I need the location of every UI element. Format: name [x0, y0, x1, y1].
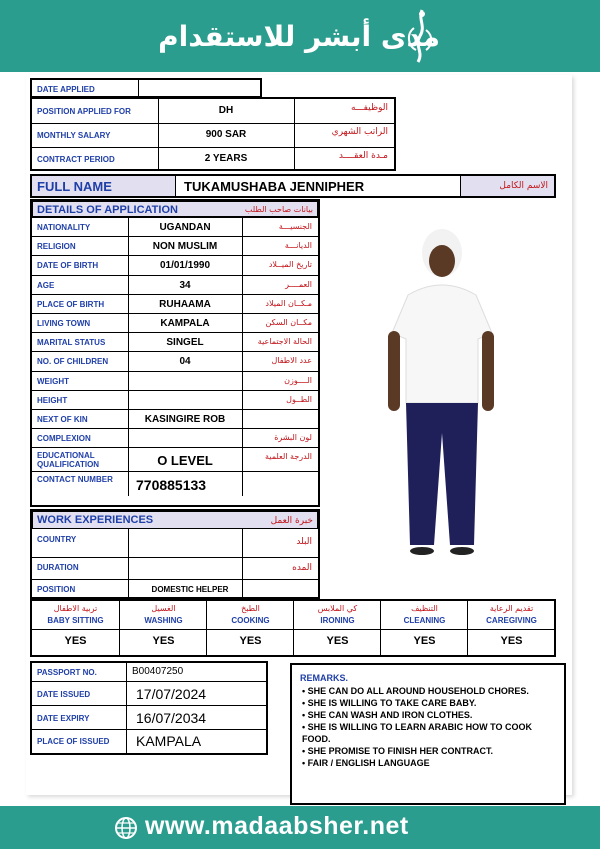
- detail-label: MARITAL STATUS: [37, 338, 106, 348]
- detail-value: 01/01/1990: [159, 260, 211, 272]
- detail-label-ar: تاريخ الميــلاد: [268, 260, 312, 270]
- application-form: [26, 75, 572, 795]
- work-box: [30, 509, 320, 599]
- detail-value: KASINGIRE ROB: [144, 414, 226, 425]
- detail-value: 34: [179, 279, 191, 291]
- passport-box: [30, 661, 268, 755]
- detail-row: [32, 332, 318, 351]
- date-applied-label: DATE APPLIED: [37, 85, 95, 94]
- details-header: [32, 201, 318, 217]
- detail-row: [32, 447, 318, 471]
- full-name-label-ar: الاسم الكامل: [499, 181, 548, 191]
- remark-item: • FAIR / ENGLISH LANGUAGE: [302, 757, 558, 769]
- position-label: POSITION APPLIED FOR: [37, 107, 131, 116]
- duration-label: DURATION: [37, 563, 79, 572]
- globe-icon: [114, 816, 138, 840]
- skill-value: YES: [64, 635, 87, 647]
- detail-value: O LEVEL: [157, 453, 213, 469]
- work-title-ar: خبرة العمل: [270, 516, 313, 526]
- detail-label: EDUCATIONAL QUALIFICATION: [37, 451, 100, 470]
- detail-row: [32, 255, 318, 274]
- skill-label: COOKING: [231, 616, 270, 625]
- detail-value: SINGEL: [166, 337, 204, 349]
- skill-value: YES: [326, 635, 349, 647]
- detail-row: [32, 390, 318, 409]
- detail-label: LIVING TOWN: [37, 319, 91, 328]
- detail-row: [32, 294, 318, 313]
- detail-value: UGANDAN: [159, 222, 211, 233]
- detail-value: RUHAAMA: [159, 298, 211, 310]
- skill-label: CLEANING: [403, 616, 446, 625]
- detail-row: [32, 217, 318, 236]
- detail-label-ar: الجنسيـــة: [278, 222, 312, 231]
- skill-cell: [467, 601, 554, 655]
- detail-label-ar: عدد الاطفال: [271, 356, 312, 366]
- detail-label: DATE OF BIRTH: [37, 261, 99, 271]
- skill-value: YES: [239, 635, 262, 647]
- detail-label-ar: الطــول: [286, 394, 312, 404]
- detail-label-ar: مكــان السكن: [265, 318, 312, 327]
- detail-label-ar: لون البشرة: [274, 433, 312, 443]
- contract-label: CONTRACT PERIOD: [37, 155, 115, 164]
- remark-item: • SHE CAN WASH AND IRON CLOTHES.: [302, 709, 558, 721]
- detail-label-ar: الــــوزن: [284, 375, 312, 385]
- full-name-label: FULL NAME: [37, 179, 112, 194]
- skill-cell: [293, 601, 380, 655]
- date-issued-label: DATE ISSUED: [37, 690, 91, 699]
- detail-row: [32, 275, 318, 294]
- details-title-ar: بيانات صاحب الطلب: [244, 205, 313, 214]
- detail-label: CONTACT NUMBER: [37, 475, 113, 485]
- detail-row: [32, 471, 318, 495]
- detail-label: COMPLEXION: [37, 434, 91, 444]
- detail-label: PLACE OF BIRTH: [37, 299, 105, 309]
- place-issued-value: KAMPALA: [136, 733, 202, 749]
- website-link[interactable]: www.madaabsher.net: [145, 812, 409, 840]
- skill-value: YES: [500, 635, 523, 647]
- salary-value: 900 SAR: [205, 129, 247, 140]
- detail-label-ar: مـكــان الميلاد: [265, 298, 312, 308]
- date-expiry-label: DATE EXPIRY: [37, 714, 90, 723]
- detail-row: [32, 371, 318, 390]
- skill-label-ar: تقديم الرعاية: [489, 604, 534, 613]
- details-box: [30, 199, 320, 507]
- skill-label: CAREGIVING: [486, 616, 537, 625]
- detail-row: [32, 428, 318, 447]
- work-header: [32, 511, 318, 529]
- passport-no-value: B00407250: [132, 666, 184, 677]
- skill-label: BABY SITTING: [47, 616, 104, 625]
- detail-row: [32, 351, 318, 370]
- detail-value: NON MUSLIM: [152, 241, 218, 253]
- remarks-title: REMARKS.: [300, 673, 349, 683]
- skill-cell: [206, 601, 293, 655]
- detail-value: KAMPALA: [160, 318, 210, 329]
- contract-value: 2 YEARS: [204, 153, 248, 164]
- detail-label: RELIGION: [37, 242, 76, 252]
- remark-item: • SHE IS WILLING TO TAKE CARE BABY.: [302, 697, 558, 709]
- duration-label-ar: المده: [292, 563, 312, 573]
- detail-value: 04: [179, 356, 191, 368]
- skill-value: YES: [413, 635, 436, 647]
- full-name-value: TUKAMUSHABA JENNIPHER: [184, 179, 365, 194]
- skill-cell: [119, 601, 206, 655]
- skill-label-ar: التنظيف: [411, 604, 438, 613]
- salary-label-ar: الراتب الشهري: [331, 127, 388, 137]
- skill-cell: [380, 601, 467, 655]
- detail-label-ar: الدرجة العلمية: [265, 452, 312, 462]
- remarks-box: [290, 663, 566, 805]
- detail-row: [32, 409, 318, 428]
- salary-label: MONTHLY SALARY: [37, 131, 111, 140]
- applicant-photo-figure: [326, 203, 554, 569]
- detail-label-ar: الديانـــة: [284, 241, 312, 251]
- position-value: DH: [218, 105, 234, 116]
- contract-label-ar: مـدة العقــــد: [338, 151, 388, 161]
- date-applied-box: [30, 78, 262, 98]
- skill-label-ar: الطبخ: [241, 604, 260, 613]
- detail-value: 770885133: [136, 477, 207, 494]
- detail-label-ar: العمــــر: [285, 279, 312, 289]
- skill-cell: [32, 601, 119, 655]
- skill-label-ar: كي الملابس: [317, 604, 358, 613]
- applicant-photo: [326, 203, 554, 569]
- remark-item: • SHE IS WILLING TO LEARN ARABIC HOW TO COOK FOOD.: [302, 721, 558, 745]
- date-issued-value: 17/07/2024: [136, 686, 207, 702]
- skills-box: [30, 599, 556, 657]
- job-box: [30, 97, 396, 171]
- detail-label: NO. OF CHILDREN: [37, 357, 109, 367]
- remark-item: • SHE CAN DO ALL AROUND HOUSEHOLD CHORES.: [302, 685, 558, 697]
- details-title: DETAILS OF APPLICATION: [37, 204, 178, 216]
- place-issued-label: PLACE OF ISSUED: [37, 737, 110, 746]
- skill-label-ar: تربية الاطفال: [53, 604, 98, 613]
- full-name-box: [30, 174, 556, 198]
- detail-label: WEIGHT: [37, 376, 69, 386]
- brand-name: مدى أبشر للاستقدام: [158, 20, 440, 53]
- detail-label: NATIONALITY: [37, 223, 91, 232]
- country-label: COUNTRY: [37, 535, 77, 544]
- position-label-ar: الوظيفـــه: [350, 103, 388, 113]
- work-position-label: POSITION: [37, 585, 76, 594]
- remark-item: • SHE PROMISE TO FINISH HER CONTRACT.: [302, 745, 558, 757]
- country-label-ar: البلد: [296, 537, 312, 547]
- date-expiry-value: 16/07/2034: [136, 710, 207, 726]
- skill-label-ar: الغسيل: [151, 604, 176, 613]
- detail-label: HEIGHT: [37, 395, 68, 405]
- detail-row: [32, 313, 318, 332]
- work-title: WORK EXPERIENCES: [37, 514, 154, 526]
- passport-no-label: PASSPORT NO.: [37, 668, 97, 677]
- detail-label: NEXT OF KIN: [37, 415, 88, 424]
- skill-value: YES: [152, 635, 175, 647]
- detail-row: [32, 236, 318, 255]
- skill-label: WASHING: [144, 616, 183, 625]
- detail-label-ar: الحالة الاجتماعية: [257, 337, 312, 347]
- detail-label: AGE: [37, 280, 55, 290]
- work-position-value: DOMESTIC HELPER: [151, 585, 229, 594]
- skill-label: IRONING: [320, 616, 355, 625]
